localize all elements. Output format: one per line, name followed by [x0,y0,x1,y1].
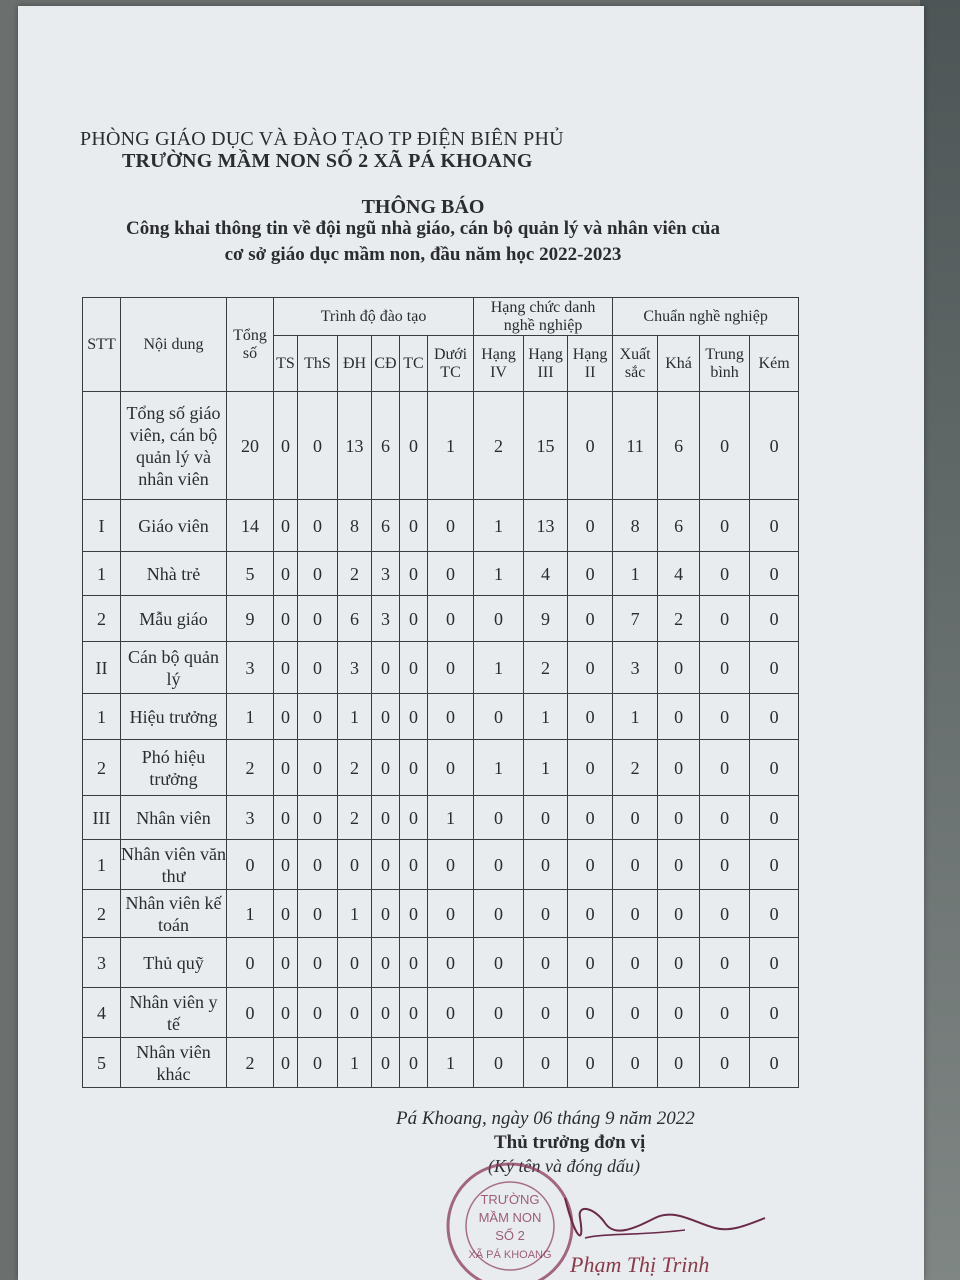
row-total: 2 [227,1038,274,1088]
row-label: Giáo viên [121,500,227,552]
header-total: Tổng số [227,298,274,392]
row-value: 0 [428,552,474,596]
row-value: 0 [428,890,474,938]
row-value: 0 [568,392,613,500]
row-value: 0 [298,596,338,642]
row-value: 0 [568,796,613,840]
row-value: 0 [400,890,428,938]
row-value: 1 [428,796,474,840]
row-value: 0 [700,552,750,596]
row-value: 2 [658,596,700,642]
row-value: 1 [428,392,474,500]
row-value: 0 [568,938,613,988]
row-value: 0 [750,938,799,988]
table-row [83,642,799,694]
subheader-cell: Hạng III [524,336,568,392]
signature-month-year: tháng 9 năm 2022 [556,1108,695,1129]
row-total: 20 [227,392,274,500]
row-label: Nhân viên khác [121,1038,227,1088]
row-value: 6 [372,500,400,552]
row-value: 0 [400,740,428,796]
subheader-cell: Hạng II [568,336,613,392]
row-value: 4 [524,552,568,596]
row-value: 0 [428,988,474,1038]
seal-text-mid: MẦM NON [478,1210,542,1225]
row-value: 0 [338,840,372,890]
header-content: Nội dung [121,298,227,392]
row-total: 3 [227,796,274,840]
row-total: 5 [227,552,274,596]
row-value: 0 [613,1038,658,1088]
row-value: 1 [338,694,372,740]
row-value: 0 [274,596,298,642]
row-value: 0 [298,938,338,988]
seal-text-num: SỐ 2 [495,1228,525,1243]
row-stt: 2 [83,890,121,938]
row-total: 1 [227,890,274,938]
notice-title: THÔNG BÁO [361,196,485,218]
row-value: 1 [338,890,372,938]
row-value: 0 [568,740,613,796]
row-value: 7 [613,596,658,642]
row-label: Tổng số giáo viên, cán bộ quản lý và nhân viên [121,392,227,500]
row-value: 0 [524,988,568,1038]
row-value: 0 [658,938,700,988]
row-label: Thủ quỹ [121,938,227,988]
row-value: 0 [372,642,400,694]
notice-subtitle-line2: cơ sở giáo dục mầm non, đầu năm học 2022-2023 [224,244,622,265]
row-value: 13 [524,500,568,552]
header-stt: STT [83,298,121,392]
row-value: 0 [474,796,524,840]
row-label: Nhân viên kế toán [121,890,227,938]
row-value: 0 [700,642,750,694]
signature-title: Thủ trưởng đơn vị [494,1132,646,1153]
row-value: 9 [524,596,568,642]
header-department: PHÒNG GIÁO DỤC VÀ ĐÀO TẠO TP ĐIỆN BIÊN PHỦ [80,128,564,150]
row-value: 6 [372,392,400,500]
row-value: 0 [700,890,750,938]
row-value: 0 [613,840,658,890]
row-value: 0 [428,642,474,694]
row-value: 0 [372,740,400,796]
row-label: Hiệu trưởng [121,694,227,740]
row-value: 0 [274,500,298,552]
row-stt: I [83,500,121,552]
row-value: 6 [658,392,700,500]
row-value: 1 [474,740,524,796]
header-standard: Chuẩn nghề nghiệp [613,298,799,336]
row-value: 0 [750,694,799,740]
row-value: 0 [274,840,298,890]
row-value: 0 [298,840,338,890]
row-value: 1 [613,694,658,740]
row-stt: 3 [83,938,121,988]
row-value: 0 [658,840,700,890]
row-value: 0 [568,1038,613,1088]
row-value: 0 [750,500,799,552]
row-value: 0 [400,694,428,740]
row-value: 11 [613,392,658,500]
row-value: 0 [750,392,799,500]
table-row [83,890,799,938]
row-value: 0 [428,840,474,890]
row-label: Nhân viên văn thư [121,840,227,890]
row-value: 0 [274,694,298,740]
row-value: 0 [658,740,700,796]
row-value: 0 [400,596,428,642]
row-value: 0 [700,694,750,740]
subheader-cell: Kém [750,336,799,392]
row-label: Phó hiệu trưởng [121,740,227,796]
row-total: 0 [227,938,274,988]
row-value: 0 [750,796,799,840]
row-value: 0 [750,1038,799,1088]
row-label: Mẫu giáo [121,596,227,642]
row-value: 0 [372,1038,400,1088]
row-label: Nhà trẻ [121,552,227,596]
seal-text-bottom: XÃ PÁ KHOANG [468,1249,552,1261]
row-value: 0 [274,392,298,500]
row-value: 0 [700,988,750,1038]
row-value: 0 [524,1038,568,1088]
subheader-cell: TS [274,336,298,392]
row-value: 0 [274,988,298,1038]
row-value: 0 [613,890,658,938]
row-value: 6 [658,500,700,552]
signature-day: 06 [533,1108,553,1129]
row-value: 0 [274,552,298,596]
row-value: 0 [474,840,524,890]
row-value: 0 [400,1038,428,1088]
row-value: 0 [750,988,799,1038]
subheader-cell: TC [400,336,428,392]
row-stt: 2 [83,740,121,796]
row-value: 2 [474,392,524,500]
row-total: 9 [227,596,274,642]
row-value: 6 [338,596,372,642]
row-value: 0 [658,890,700,938]
row-value: 0 [338,988,372,1038]
row-value: 1 [474,500,524,552]
row-value: 0 [658,694,700,740]
row-value: 0 [400,988,428,1038]
row-value: 8 [338,500,372,552]
row-value: 1 [524,694,568,740]
row-value: 0 [700,1038,750,1088]
table-row [83,500,799,552]
row-value: 2 [613,740,658,796]
row-value: 0 [750,740,799,796]
row-value: 0 [428,694,474,740]
subheader-cell: Hạng IV [474,336,524,392]
table-row [83,596,799,642]
row-value: 0 [372,796,400,840]
row-value: 0 [298,694,338,740]
row-value: 0 [428,596,474,642]
row-value: 4 [658,552,700,596]
row-total: 2 [227,740,274,796]
row-value: 0 [428,938,474,988]
row-stt [83,392,121,500]
row-value: 0 [400,938,428,988]
row-value: 0 [474,890,524,938]
table-row [83,988,799,1038]
row-value: 0 [400,552,428,596]
row-total: 1 [227,694,274,740]
row-value: 0 [750,840,799,890]
subheader-cell: ThS [298,336,338,392]
row-value: 0 [750,552,799,596]
notice-subtitle-line1: Công khai thông tin về đội ngũ nhà giáo, cán bộ quản lý và nhân viên của [126,218,720,239]
row-value: 0 [372,988,400,1038]
signature-note: (Ký tên và đóng dấu) [488,1156,640,1176]
row-value: 0 [428,500,474,552]
row-value: 3 [372,552,400,596]
row-value: 0 [474,694,524,740]
row-value: 0 [338,938,372,988]
row-value: 2 [338,740,372,796]
row-value: 2 [338,796,372,840]
row-value: 0 [524,890,568,938]
subheader-cell: Khá [658,336,700,392]
background-edge [920,0,960,1280]
row-value: 0 [700,840,750,890]
subheader-cell: Xuất sắc [613,336,658,392]
table-row [83,840,799,890]
row-total: 0 [227,840,274,890]
row-stt: 4 [83,988,121,1038]
table-row [83,552,799,596]
row-value: 15 [524,392,568,500]
row-stt: II [83,642,121,694]
row-value: 0 [568,552,613,596]
table-row [83,938,799,988]
row-value: 0 [658,1038,700,1088]
row-total: 14 [227,500,274,552]
row-stt: 1 [83,694,121,740]
row-value: 0 [700,596,750,642]
row-value: 0 [400,642,428,694]
row-value: 0 [568,596,613,642]
row-value: 1 [524,740,568,796]
subheader-cell: ĐH [338,336,372,392]
row-value: 0 [474,938,524,988]
row-value: 0 [298,500,338,552]
row-value: 0 [298,890,338,938]
subheader-cell: Trung bình [700,336,750,392]
row-value: 1 [474,552,524,596]
row-value: 0 [298,552,338,596]
staff-table [82,297,799,1088]
row-value: 1 [338,1038,372,1088]
row-value: 0 [700,938,750,988]
row-value: 0 [568,642,613,694]
row-value: 1 [613,552,658,596]
row-value: 0 [274,890,298,938]
row-value: 0 [274,938,298,988]
row-value: 0 [400,840,428,890]
row-value: 0 [524,840,568,890]
row-value: 0 [700,500,750,552]
table-row [83,694,799,740]
subheader-cell: CĐ [372,336,400,392]
row-value: 8 [613,500,658,552]
row-value: 3 [613,642,658,694]
row-value: 0 [274,1038,298,1088]
row-value: 0 [700,796,750,840]
row-value: 0 [428,740,474,796]
row-value: 0 [298,740,338,796]
row-value: 0 [274,740,298,796]
row-value: 0 [298,796,338,840]
row-value: 0 [474,988,524,1038]
table-row [83,1038,799,1088]
row-total: 0 [227,988,274,1038]
row-value: 13 [338,392,372,500]
signer-name: Phạm Thị Trinh [570,1252,710,1277]
row-value: 0 [658,796,700,840]
row-value: 0 [474,596,524,642]
row-value: 0 [372,938,400,988]
row-value: 1 [428,1038,474,1088]
row-stt: 1 [83,552,121,596]
row-value: 0 [750,596,799,642]
row-value: 0 [750,642,799,694]
header-training: Trình độ đào tạo [274,298,474,336]
row-stt: III [83,796,121,840]
table-row [83,740,799,796]
row-value: 0 [274,796,298,840]
row-label: Nhân viên y tế [121,988,227,1038]
signature-date [396,1108,695,1130]
row-stt: 1 [83,840,121,890]
row-value: 0 [613,796,658,840]
row-value: 0 [524,796,568,840]
row-value: 0 [372,840,400,890]
row-value: 0 [400,500,428,552]
seal-text-top: TRƯỜNG [480,1192,540,1207]
row-label: Nhân viên [121,796,227,840]
header-rank: Hạng chức danh nghề nghiệp [474,298,613,336]
row-value: 0 [474,1038,524,1088]
row-value: 0 [298,642,338,694]
row-value: 3 [372,596,400,642]
row-value: 0 [524,938,568,988]
row-value: 0 [750,890,799,938]
row-value: 3 [338,642,372,694]
row-stt: 5 [83,1038,121,1088]
row-value: 0 [298,988,338,1038]
row-value: 0 [613,988,658,1038]
row-total: 3 [227,642,274,694]
table-row [83,796,799,840]
row-value: 0 [568,500,613,552]
row-value: 1 [474,642,524,694]
row-value: 0 [400,796,428,840]
row-value: 2 [338,552,372,596]
row-value: 0 [274,642,298,694]
row-value: 0 [658,988,700,1038]
row-value: 0 [298,1038,338,1088]
row-value: 0 [372,890,400,938]
table-row [83,392,799,500]
row-value: 0 [613,938,658,988]
subheader-cell: Dưới TC [428,336,474,392]
row-value: 0 [298,392,338,500]
row-value: 0 [568,840,613,890]
row-stt: 2 [83,596,121,642]
row-value: 0 [700,740,750,796]
row-value: 2 [524,642,568,694]
row-value: 0 [568,890,613,938]
row-value: 0 [568,988,613,1038]
row-value: 0 [658,642,700,694]
row-value: 0 [700,392,750,500]
header-school: TRƯỜNG MẦM NON SỐ 2 XÃ PÁ KHOANG [122,150,533,172]
signature-place: Pá Khoang, ngày [396,1108,529,1129]
row-label: Cán bộ quản lý [121,642,227,694]
row-value: 0 [568,694,613,740]
row-value: 0 [372,694,400,740]
row-value: 0 [400,392,428,500]
